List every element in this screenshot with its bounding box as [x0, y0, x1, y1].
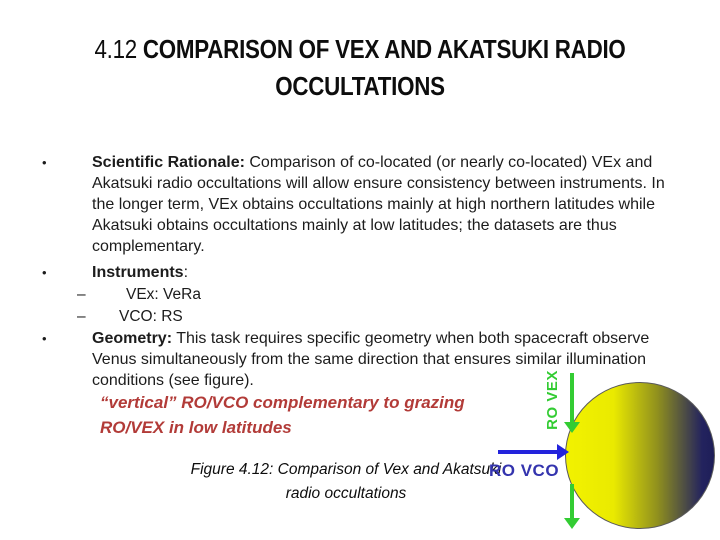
- sub-bullet-vex: [0, 284, 690, 306]
- ro-vex-label: RO VEX: [544, 370, 561, 430]
- caption-line-1: Figure 4.12: Comparison of Vex and Akatsuki: [190, 461, 502, 478]
- title-main-text: COMPARISON OF VEX AND AKATSUKI RADIO: [142, 34, 626, 64]
- sub-bullet-text: VEx: VeRa: [126, 286, 201, 303]
- title-line-1: [50, 31, 669, 68]
- caption-line-2: radio occultations: [285, 485, 407, 502]
- sub-bullet-text: VCO: RS: [119, 308, 183, 325]
- ro-vex-arrow-lower-head-icon: [564, 518, 580, 529]
- ro-vex-arrow-lower-shaft: [570, 484, 574, 518]
- sub-bullet-vco: [0, 306, 690, 328]
- bullet-marker: •: [42, 155, 47, 170]
- note-line-2: RO/VEX in low latitudes: [100, 418, 292, 437]
- slide-title: [50, 31, 669, 105]
- title-line-2: OCCULTATIONS: [275, 71, 445, 101]
- bullet-scientific-rationale: [0, 152, 676, 257]
- ro-vco-arrow-head-icon: [557, 444, 569, 460]
- note-line-1: “vertical” RO/VCO complementary to grazing: [100, 393, 465, 412]
- ro-vco-label: RO VCO: [489, 461, 560, 480]
- bullet-list: [0, 152, 690, 396]
- bullet-text: Comparison of co-located (or nearly co-located) VEx and Akatsuki radio occultations will allow ensure consistency between instruments. In the longer term, VEx obtains occultations mainly at high northern latitudes while Akatsuki obtains occultations mainly at low latitudes; the datasets are thus complementary.: [92, 154, 665, 255]
- bullet-instruments: [0, 262, 676, 283]
- bullet-text: This task requires specific geometry when both spacecraft observe Venus simultaneously from the same direction that ensures similar illumination conditions (see figure).: [92, 330, 650, 389]
- title-number: 4.12: [94, 34, 137, 64]
- bullet-marker: •: [42, 331, 47, 346]
- bullet-label: Scientific Rationale:: [92, 154, 245, 171]
- dash-marker: –: [77, 286, 86, 303]
- note-text: [100, 390, 520, 440]
- bullet-label: Geometry:: [92, 330, 173, 347]
- dash-marker: –: [77, 308, 86, 325]
- bullet-text: :: [183, 264, 189, 281]
- bullet-label: Instruments: [92, 264, 184, 281]
- ro-vco-arrow-shaft: [498, 450, 557, 454]
- venus-globe: [565, 382, 715, 529]
- bullet-geometry: [0, 328, 676, 391]
- bullet-marker: •: [42, 265, 47, 280]
- ro-vex-arrow-upper-shaft: [570, 373, 574, 422]
- figure-caption: [150, 458, 542, 506]
- ro-vex-arrow-upper-head-icon: [564, 422, 580, 433]
